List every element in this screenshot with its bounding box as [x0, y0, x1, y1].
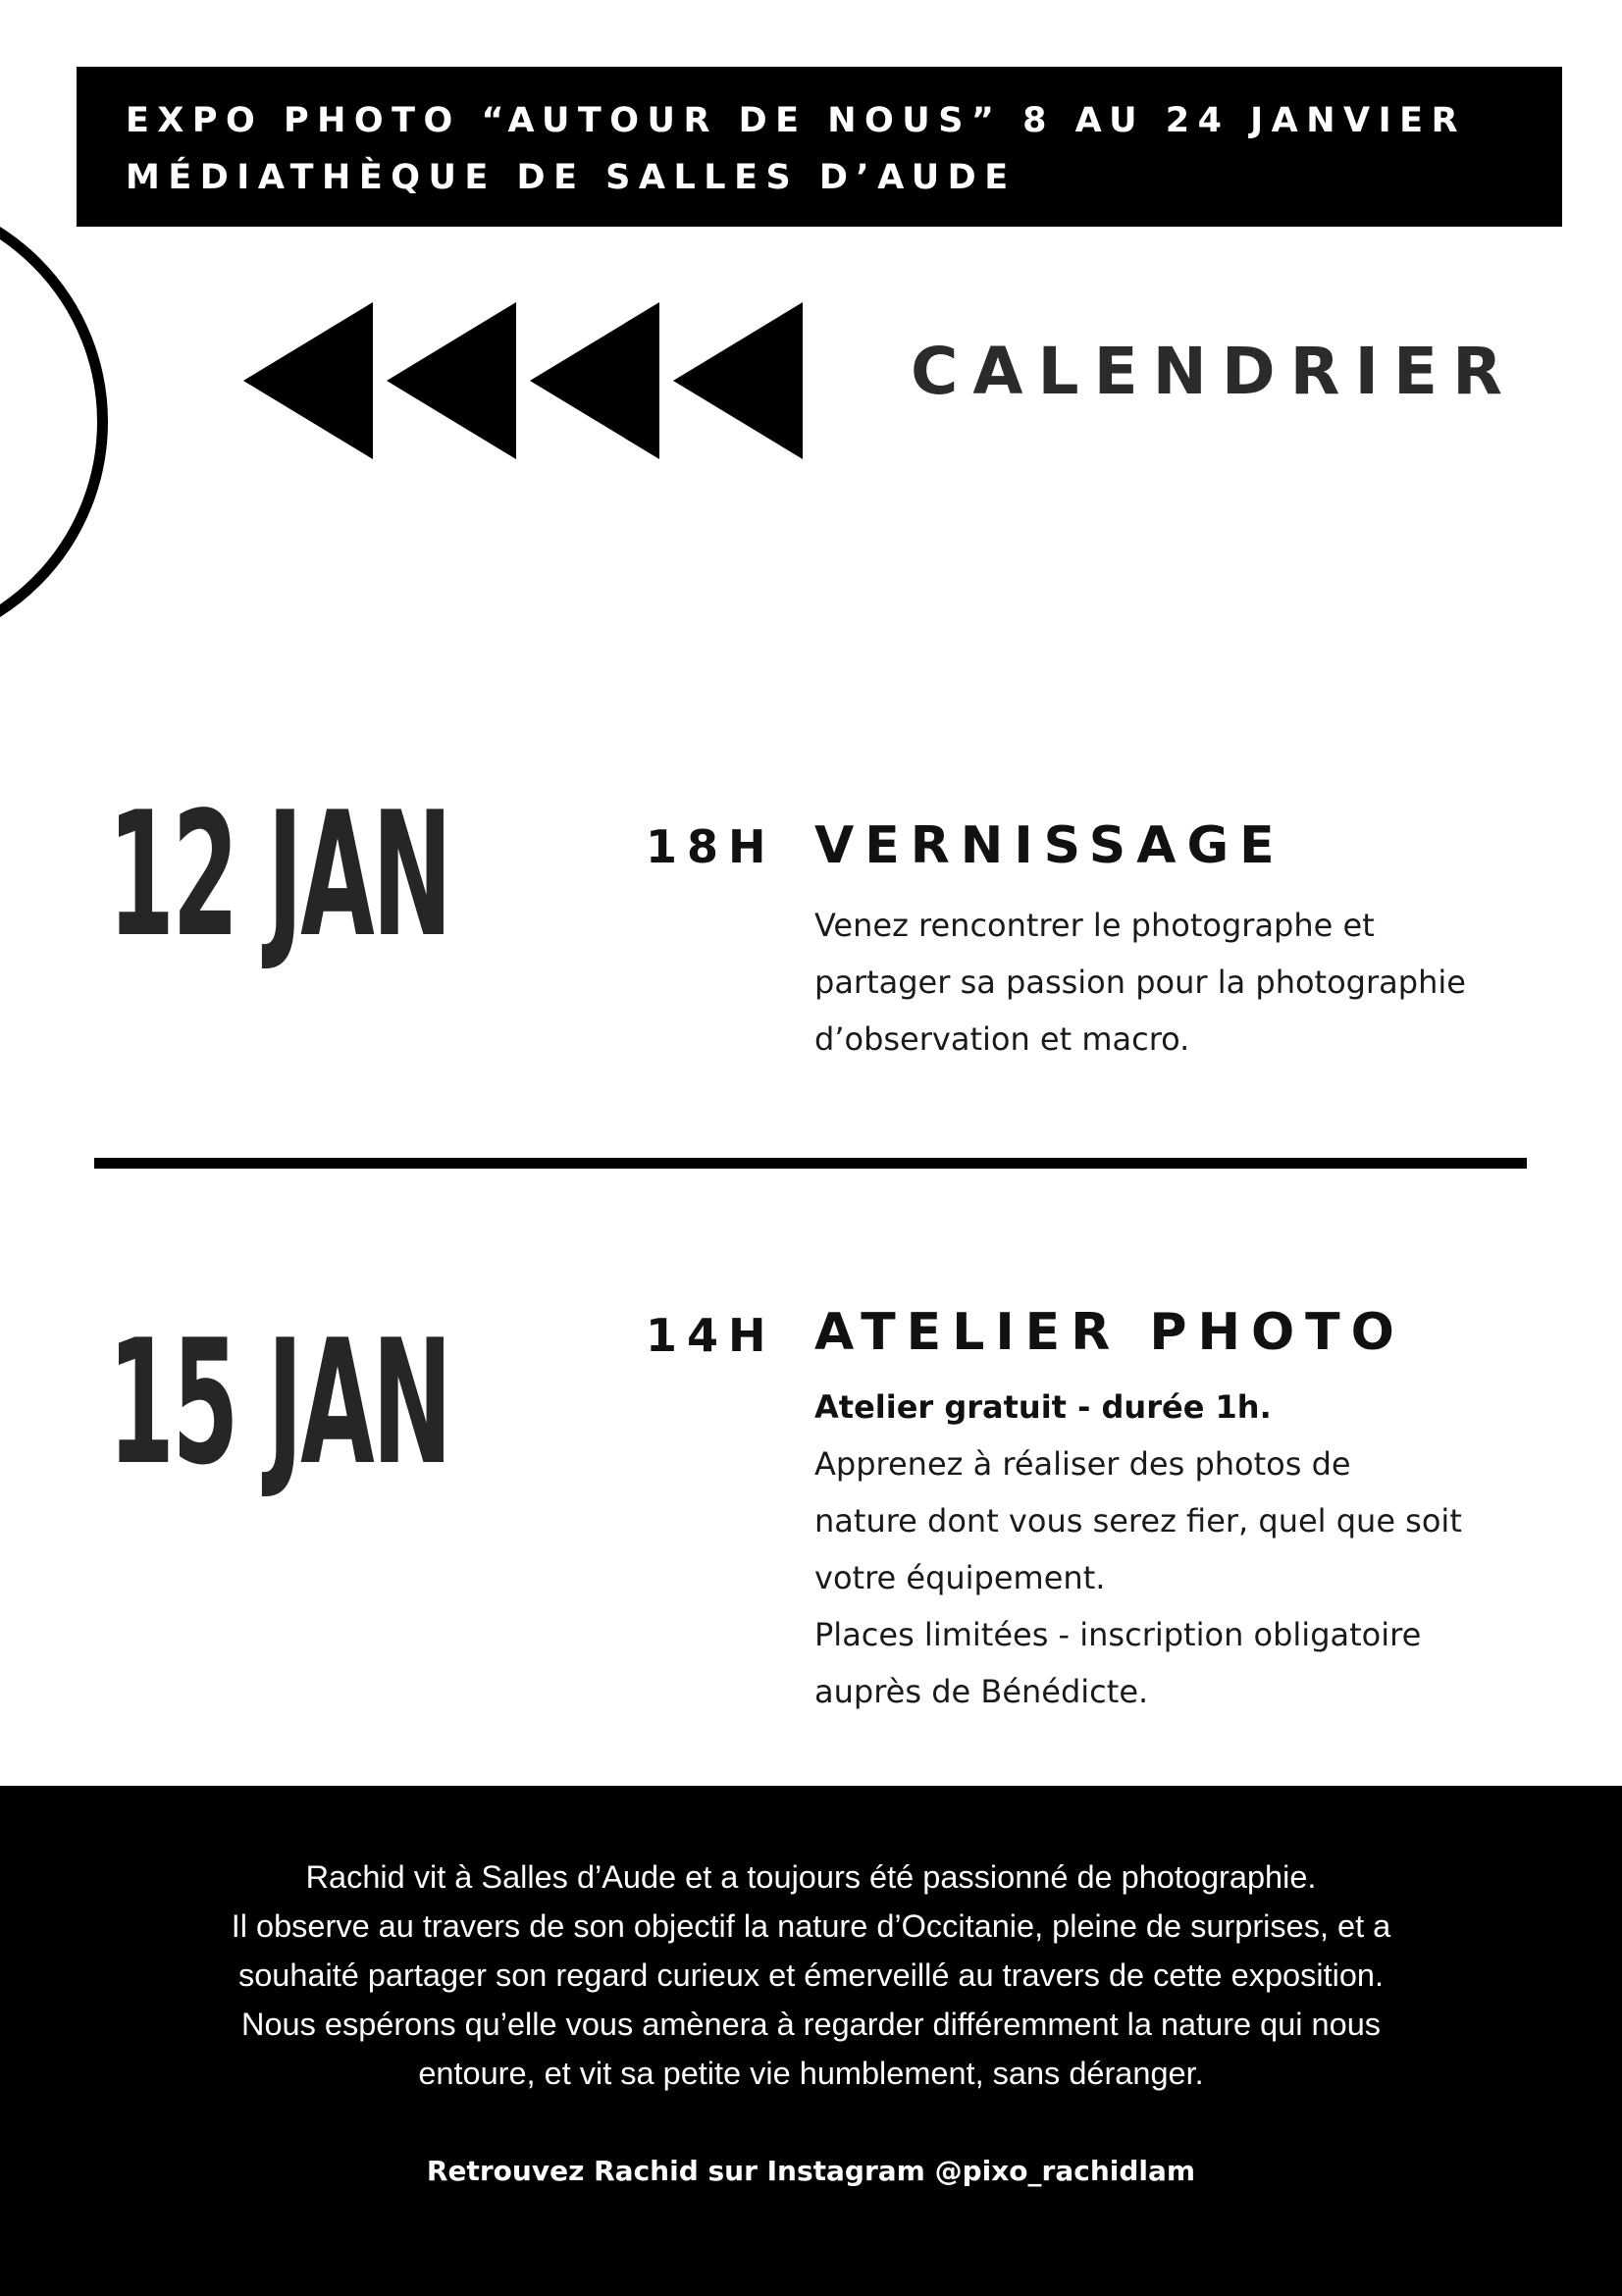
- left-arrows-icon: [243, 302, 812, 459]
- event-date: 15 JAN: [108, 1304, 450, 1503]
- bio-line: Rachid vit à Salles d’Aude et a toujours été passionné de photographie.: [305, 1859, 1317, 1895]
- event-description: [814, 1379, 1570, 1720]
- header-title: EXPO PHOTO “AUTOUR DE NOUS” 8 AU 24 JANVIER: [126, 101, 1467, 140]
- photographer-bio: [0, 1852, 1622, 2098]
- header-location: MÉDIATHÈQUE DE SALLES D’AUDE: [126, 158, 1017, 197]
- instagram-credit: Retrouvez Rachid sur Instagram @pixo_rachidlam: [426, 2155, 1196, 2187]
- event-description-line: partager sa passion pour la photographie: [814, 964, 1466, 1001]
- event-description-line: Venez rencontrer le photographe et: [814, 907, 1375, 944]
- event-description-line: Apprenez à réaliser des photos de: [814, 1445, 1351, 1483]
- divider: [94, 1158, 1527, 1169]
- event-date: 12 JAN: [108, 776, 450, 975]
- bio-line: entoure, et vit sa petite vie humblement, sans déranger.: [418, 2056, 1204, 2091]
- event-title: ATELIER PHOTO: [814, 1303, 1405, 1362]
- decorative-circle: [0, 191, 108, 652]
- bio-line: Il observe au travers de son objectif la nature d’Occitanie, pleine de surprises, et a: [231, 1908, 1391, 1944]
- event-time: 18H: [646, 820, 776, 873]
- event-lead: Atelier gratuit - durée 1h.: [814, 1388, 1272, 1426]
- bio-line: souhaité partager son regard curieux et émerveillé au travers de cette exposition.: [237, 1957, 1385, 1993]
- header-banner: [77, 67, 1562, 227]
- event-description-line: Places limitées - inscription obligatoire: [814, 1616, 1422, 1653]
- event-description-line: votre équipement.: [814, 1559, 1106, 1596]
- event-title: VERNISSAGE: [814, 816, 1285, 875]
- event-description-line: auprès de Bénédicte.: [814, 1673, 1149, 1710]
- event-description-line: nature dont vous serez fier, quel que soit: [814, 1502, 1462, 1539]
- bio-line: Nous espérons qu’elle vous amènera à regarder différemment la nature qui nous: [240, 2007, 1382, 2042]
- event-time: 14H: [646, 1309, 776, 1362]
- event-description: [814, 897, 1570, 1068]
- calendar-heading: CALENDRIER: [911, 334, 1517, 409]
- event-description-line: d’observation et macro.: [814, 1020, 1190, 1058]
